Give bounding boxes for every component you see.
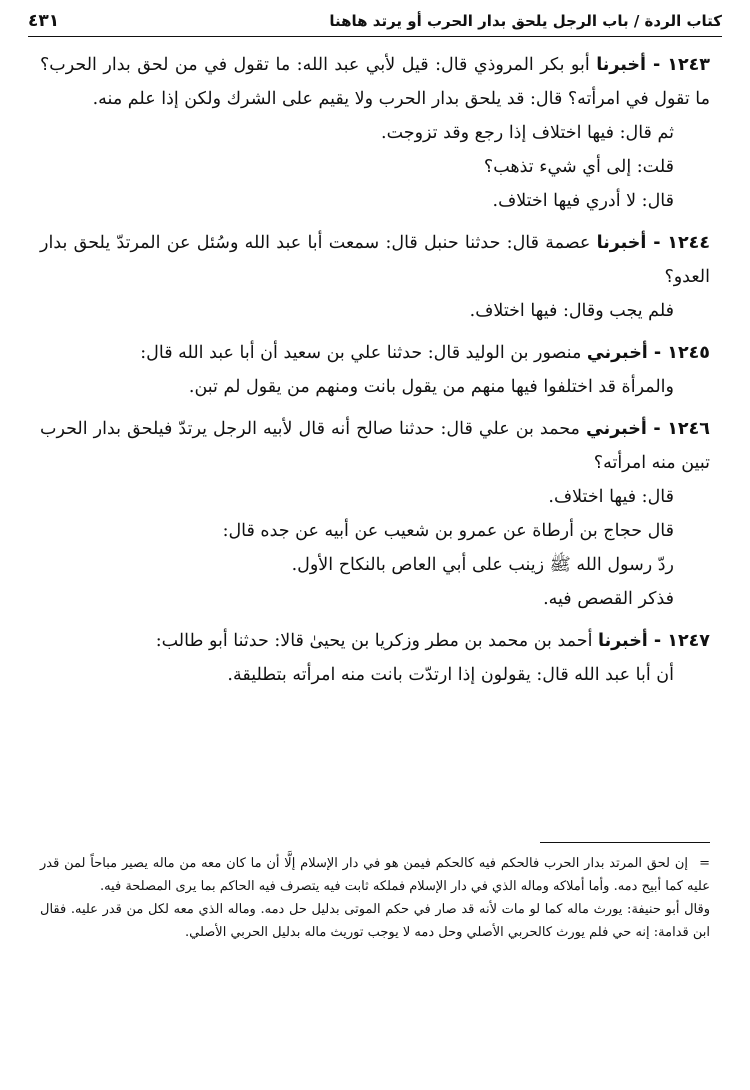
chapter-title: كتاب الردة / باب الرجل يلحق بدار الحرب أو يرتد هاهنا	[329, 12, 722, 30]
entry-1246	[40, 412, 710, 616]
entry-number: ١٢٤٧	[667, 631, 710, 651]
entry-line: قلت: إلى أي شيء تذهب؟	[483, 157, 674, 177]
entry-line: فلم يجب وقال: فيها اختلاف.	[469, 301, 674, 321]
entry-dash: -	[646, 233, 668, 253]
entry-line: قال: فيها اختلاف.	[548, 487, 674, 507]
entry-line: ثم قال: فيها اختلاف إذا رجع وقد تزوجت.	[381, 123, 674, 143]
entry-label: أخبرنا	[598, 631, 648, 651]
footnote-separator	[540, 842, 710, 843]
entry-label: أخبرنا	[596, 233, 647, 253]
entry-dash: -	[645, 55, 668, 75]
entry-label: أخبرنا	[596, 55, 646, 75]
entry-number: ١٢٤٤	[667, 233, 711, 253]
entry-line: ردّ رسول الله ﷺ زينب على أبي العاص بالنكاح الأول.	[291, 555, 674, 575]
entry-text: عصمة قال: حدثنا حنبل قال: سمعت أبا عبد الله وسُئل عن المرتدّ يلحق بدار العدو؟	[40, 233, 710, 287]
entry-text: أبو بكر المروذي قال: قيل لأبي عبد الله: ما تقول في من لحق بدار الحرب؟ ما تقول في امرأته؟ قال: قد يلحق بدار الحرب ولا يقيم على الشرك ولكن إذا علم منه.	[40, 55, 710, 109]
footnote-paragraph	[40, 852, 710, 898]
entry-paragraph	[40, 336, 710, 370]
footnote-text: إن لحق المرتد بدار الحرب فالحكم فيه كالحكم فيمن هو في دار الإسلام إلَّا أن ما كان معه من ماله يصير مباحاً لمن قدر عليه كما أبيح دمه. وأما أملاكه وماله الذي في دار الإسلام فملكه ثابت فيه يتصرف فيه الحاكم بما يرى المصلحة فيه.	[40, 856, 710, 894]
entry-paragraph	[40, 624, 710, 658]
footnotes	[40, 852, 710, 944]
page-number: ٤٣١	[28, 11, 60, 31]
entry-text: أحمد بن محمد بن مطر وزكريا بن يحيىٰ قالا: حدثنا أبو طالب:	[155, 631, 599, 651]
main-text	[40, 48, 710, 700]
footnote-continuation-marker: =	[699, 856, 710, 871]
entry-paragraph	[40, 48, 710, 116]
entry-1247	[40, 624, 710, 692]
entry-text: منصور بن الوليد قال: حدثنا علي بن سعيد أن أبا عبد الله قال:	[140, 343, 587, 363]
entry-number: ١٢٤٣	[667, 55, 710, 75]
entry-dash: -	[646, 419, 668, 439]
entry-label: أخبرني	[585, 419, 647, 439]
entry-number: ١٢٤٦	[667, 419, 710, 439]
entry-dash: -	[647, 631, 668, 651]
entry-line: فذكر القصص فيه.	[543, 589, 674, 609]
entry-dash: -	[647, 343, 668, 363]
entry-line: قال حجاج بن أرطاة عن عمرو بن شعيب عن أبيه عن جده قال:	[222, 521, 674, 541]
entry-paragraph	[40, 412, 710, 480]
entry-label: أخبرني	[586, 343, 648, 363]
entry-line: قال: لا أدري فيها اختلاف.	[492, 191, 674, 211]
entry-line: أن أبا عبد الله قال: يقولون إذا ارتدّت بانت منه امرأته بتطليقة.	[227, 665, 674, 685]
entry-line: والمرأة قد اختلفوا فيها منهم من يقول بانت ومنهم من يقول لم تبن.	[188, 377, 674, 397]
entry-paragraph	[40, 226, 710, 294]
entry-text: محمد بن علي قال: حدثنا صالح أنه قال لأبيه الرجل يرتدّ فيلحق بدار الحرب تبين منه امرأته؟	[40, 419, 710, 473]
entry-number: ١٢٤٥	[667, 343, 710, 363]
entry-1245	[40, 336, 710, 404]
footnote-paragraph: وقال أبو حنيفة: يورث ماله كما لو مات لأنه قد صار في حكم الموتى بدليل حل دمه. وماله الذي معه لكل من قدر عليه. فقال ابن قدامة: إنه حي فلم يورث كالحربي الأصلي وحل دمه لا يوجب توريث ماله بدليل الحربي الأصلي.	[40, 902, 710, 940]
running-header	[28, 6, 722, 37]
entry-1244	[40, 226, 710, 328]
entry-1243	[40, 48, 710, 218]
